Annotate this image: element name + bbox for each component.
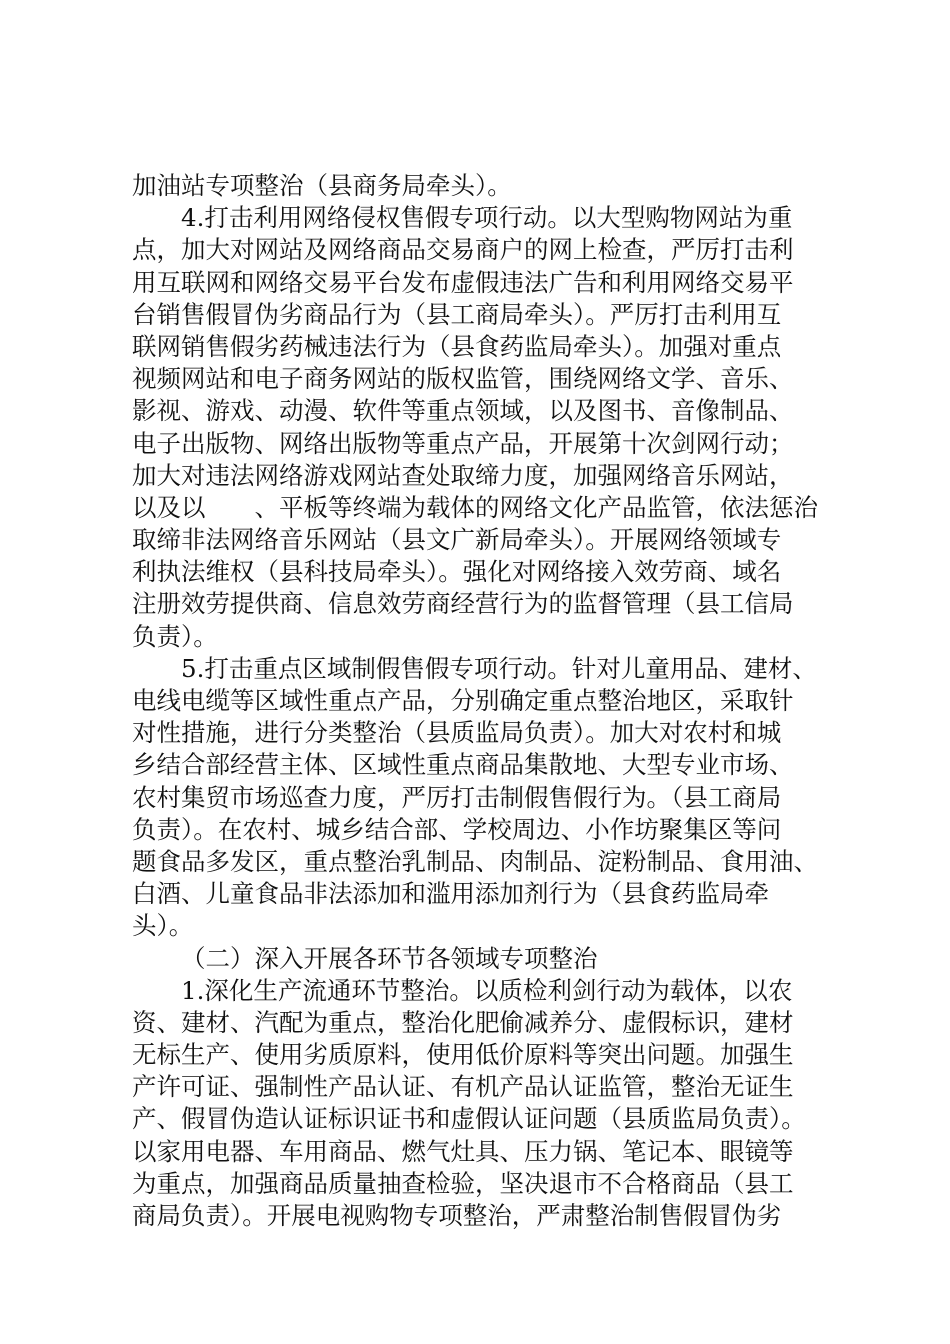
text-line: （二）深入开展各环节各领域专项整治 xyxy=(181,943,598,973)
text-line: 为重点，加强商品质量抽查检验，坚决退市不合格商品（县工 xyxy=(132,1168,794,1198)
document-body xyxy=(132,170,842,1232)
text-line: 乡结合部经营主体、区域性重点商品集散地、大型专业市场、 xyxy=(132,750,794,780)
text-line: 产许可证、强制性产品认证、有机产品认证监管，整治无证生 xyxy=(132,1072,794,1102)
text-line: 电线电缆等区域性重点产品，分别确定重点整治地区，采取针 xyxy=(132,686,794,715)
text-line: 1.深化生产流通环节整治。以质检利剑行动为载体，以农 xyxy=(181,975,793,1005)
text-line: 联网销售假劣药械违法行为（县食药监局牵头）。加强对重点 xyxy=(132,331,782,361)
text-line: 负责）。在农村、城乡结合部、学校周边、小作坊聚集区等问 xyxy=(132,814,782,844)
text-line: 加大对违法网络游戏网站查处取缔力度，加强网络音乐网站， xyxy=(132,460,794,490)
text-line: 影视、游戏、动漫、软件等重点领域，以及图书、音像制品、 xyxy=(132,396,794,426)
text-line: 4.打击利用网络侵权售假专项行动。以大型购物网站为重 xyxy=(181,203,793,233)
text-line: 题食品多发区，重点整治乳制品、肉制品、淀粉制品、食用油、 xyxy=(132,846,818,876)
text-line: 取缔非法网络音乐网站（县文广新局牵头）。开展网络领域专 xyxy=(132,525,782,555)
text-line: 资、建材、汽配为重点，整治化肥偷减养分、虚假标识，建材 xyxy=(132,1007,794,1037)
text-line: 注册效劳提供商、信息效劳商经营行为的监督管理（县工信局 xyxy=(132,589,794,619)
text-line: 农村集贸市场巡查力度，严厉打击制假售假行为。（县工商局 xyxy=(132,782,782,812)
text-line: 用互联网和网络交易平台发布虚假违法广告和利用网络交易平 xyxy=(132,267,794,297)
text-line: 加油站专项整治（县商务局牵头）。 xyxy=(132,171,512,200)
text-line: 负责）。 xyxy=(132,621,218,651)
text-line: 台销售假冒伪劣商品行为（县工商局牵头）。严厉打击利用互 xyxy=(132,299,782,329)
text-line: 无标生产、使用劣质原料，使用低价原料等突出问题。加强生 xyxy=(132,1040,794,1070)
text-line: 对性措施，进行分类整治（县质监局负责）。加大对农村和城 xyxy=(132,718,782,748)
text-line: 以及以 、平板等终端为载体的网络文化产品监管，依法惩治 xyxy=(132,492,818,522)
text-line: 以家用电器、车用商品、燃气灶具、压力锅、笔记本、眼镜等 xyxy=(132,1136,794,1166)
text-line: 电子出版物、网络出版物等重点产品，开展第十次剑网行动； xyxy=(132,428,794,458)
text-line: 视频网站和电子商务网站的版权监管，围绕网络文学、音乐、 xyxy=(132,364,794,394)
text-line: 白酒、儿童食品非法添加和滥用添加剂行为（县食药监局牵 xyxy=(132,879,769,909)
text-line: 头）。 xyxy=(132,911,194,941)
text-line: 商局负责）。开展电视购物专项整治，严肃整治制售假冒伪劣 xyxy=(132,1201,782,1230)
text-line: 产、假冒伪造认证标识证书和虚假认证问题（县质监局负责）。 xyxy=(132,1104,806,1134)
text-line: 点，加大对网站及网络商品交易商户的网上检查，严厉打击利 xyxy=(132,235,794,265)
text-line: 5.打击重点区域制假售假专项行动。针对儿童用品、建材、 xyxy=(181,653,817,683)
text-line: 利执法维权（县科技局牵头）。强化对网络接入效劳商、域名 xyxy=(132,557,782,587)
